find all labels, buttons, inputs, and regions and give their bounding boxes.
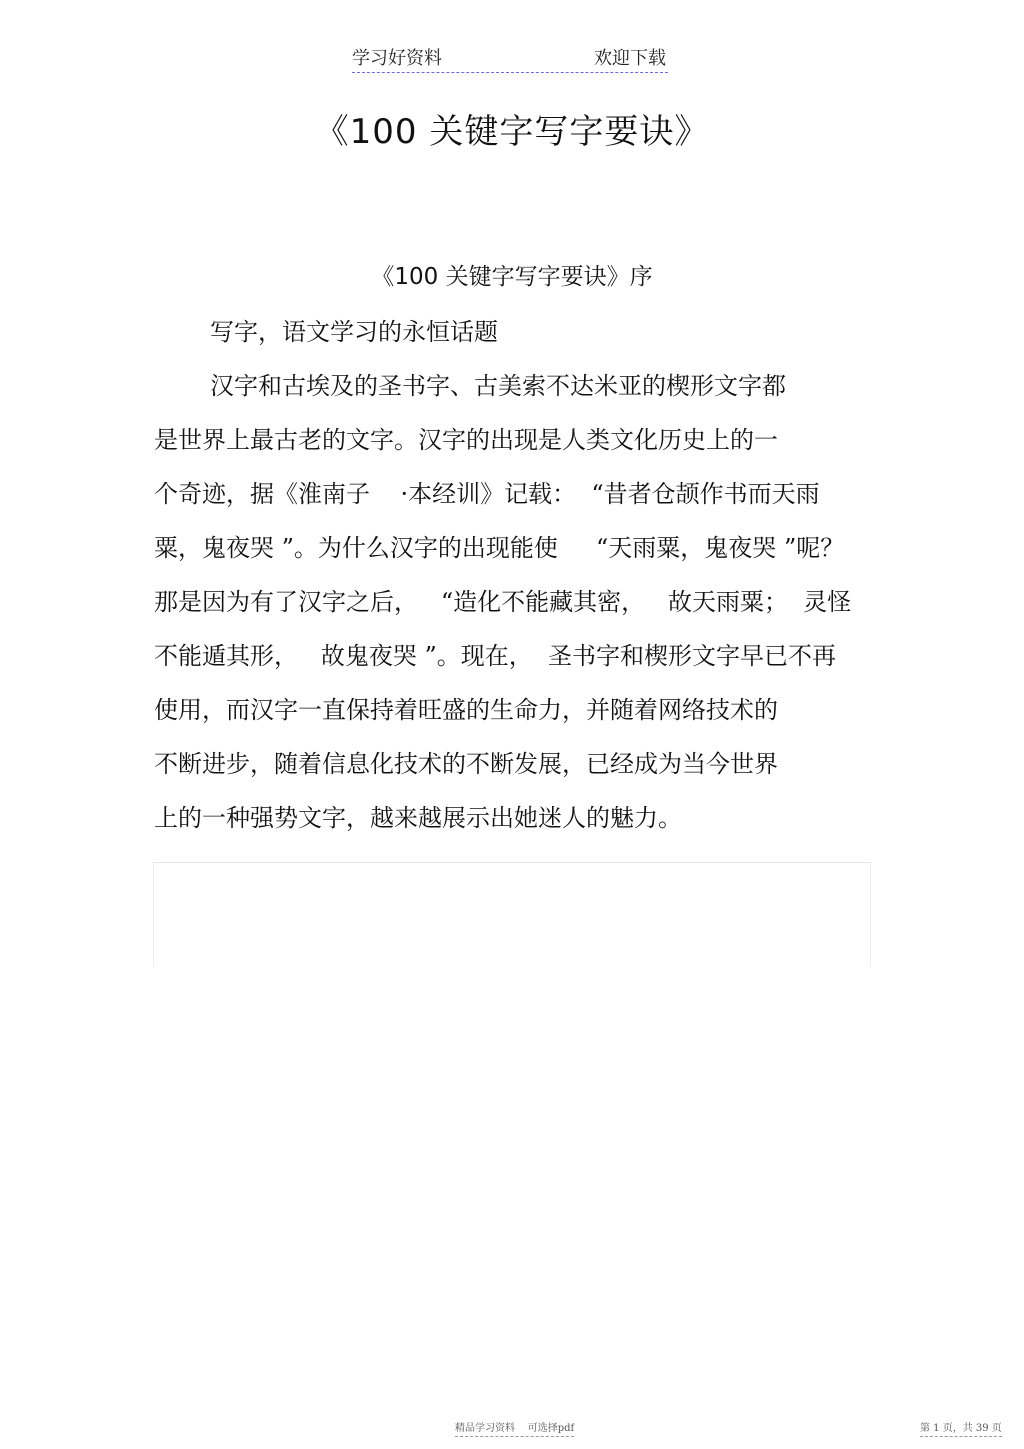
paragraph-line: 汉字和古埃及的圣书字、古美索不达米亚的楔形文字都 [210, 372, 786, 400]
paragraph-line: 不断进步，随着信息化技术的不断发展，已经成为当今世界 [154, 750, 778, 778]
page-header [352, 44, 668, 73]
paragraph-line: 个奇迹，据《淮南子 ·本经训》记载： “昔者仓颉作书而天雨 [154, 480, 820, 508]
document-title: 《100 关键字写字要诀》 [314, 112, 710, 152]
paragraph-line: 是世界上最古老的文字。汉字的出现是人类文化历史上的一 [154, 426, 778, 454]
header-left-text: 学习好资料 [352, 48, 442, 69]
empty-content-box [153, 862, 871, 967]
paragraph-line: 不能遁其形， 故鬼夜哭 ”。现在， 圣书字和楔形文字早已不再 [154, 642, 837, 670]
page-number: 第 1 页，共 39 页 [920, 1419, 1002, 1437]
paragraph-line: 粟，鬼夜哭 ”。为什么汉字的出现能使 “天雨粟，鬼夜哭 ”呢？ [154, 534, 845, 562]
footer-left-text: 精品学习资料 可选择pdf [455, 1419, 574, 1437]
section-heading: 写字，语文学习的永恒话题 [210, 318, 498, 346]
preface-title: 《100 关键字写字要诀》序 [371, 264, 653, 290]
header-right-text: 欢迎下载 [594, 48, 666, 69]
paragraph-line: 那是因为有了汉字之后， “造化不能藏其密， 故天雨粟； 灵怪 [154, 588, 852, 616]
paragraph-line: 上的一种强势文字，越来越展示出她迷人的魅力。 [154, 804, 682, 832]
paragraph-line: 使用，而汉字一直保持着旺盛的生命力，并随着网络技术的 [154, 696, 778, 724]
